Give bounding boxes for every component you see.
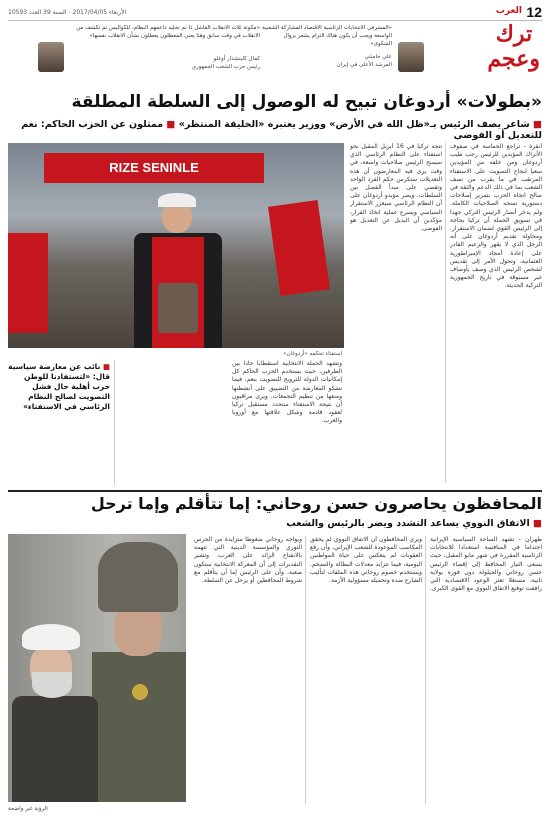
story1-deck-a: شاعر يصف الرئيس بـ«ظل الله في الأرض» ووزير يعتبره «الخليفة المنتظر» bbox=[178, 119, 530, 130]
dateline: الأربعاء 2017/04/05 - السنة 39 العدد 10593 bbox=[8, 9, 127, 16]
quote-author-title: رئيس حزب الشعب الجمهوري bbox=[191, 64, 260, 70]
cleric-figure bbox=[12, 624, 98, 802]
story2-body-col-right: طهران - تشهد الساحة السياسية الإيرانية احتداما في المنافسة استعدادا للانتخابات الرئاسية المقررة في شهر مايو المقبل، حيث يسعى التيار المحافظ إلى إقصاء الرئيس حسن روحاني والحيلولة دون فوزه بولاية ثانية، مستغلا تعثر الوعود الاقتصادية التي رافقت توقيع الاتفاق النووي مع القوى الكبرى. bbox=[430, 536, 542, 593]
story1-body-col-mid: تتجه تركيا في 16 أبريل المقبل نحو استفتاء على النظام الرئاسي الذي سيمنح الرئيس صلاحيات واسعة، في وقت يرى فيه المعارضون أن هذه التعديلات ستكرس حكم الفرد الواحد وتقضي على مبدأ الفصل بين السلطات. ويصر مؤيدو أردوغان على أن النظام الرئاسي سيعزز الاستقرار السياسي ويسرع عملية اتخاذ القرار، مؤكدين أن البديل عن التعديل هو الفوضى. bbox=[350, 143, 442, 233]
story2-body-col-mid: ويرى المحافظون أن الاتفاق النووي لم يحقق المكاسب الموعودة للشعب الإيراني، وأن رفع العقوبات لم ينعكس على حياة المواطنين اليومية، فيما تتزايد معدلات البطالة والتضخم. ويستخدم خصوم روحاني هذه الملفات لتأليب الشارع ضده وتحميله مسؤولية الأزمة. bbox=[310, 536, 422, 585]
story-divider bbox=[8, 490, 542, 492]
column-divider bbox=[305, 536, 306, 804]
story1-deck bbox=[8, 119, 542, 141]
page-header bbox=[8, 6, 542, 21]
story2-headline: المحافظون يحاصرون حسن روحاني: إما تتأقلم وإما ترحل bbox=[90, 494, 542, 513]
rally-banner: RIZE SENINLE bbox=[44, 153, 264, 183]
story1-pull-quote: ■ نائب عن معارضة سياسية قال: «لتستفادنا للوطن حرب أهلية حال فشل التصويت لصالح النظام الرئاسي في الاستفتاء» bbox=[8, 362, 110, 411]
newspaper-brand: العرب bbox=[495, 6, 522, 16]
story1-body-col-left: وتشهد الحملة الانتخابية استقطابا حادا بين الطرفين، حيث يستخدم الحزب الحاكم كل إمكانيات الدولة للترويج للتصويت بنعم، فيما تشكو المعارضة من التضييق على أنشطتها ومنعها من تنظيم التجمعات. ويرى مراقبون أن نتيجة الاستفتاء ستحدد مستقبل تركيا لعقود قادمة وشكل علاقتها مع أوروبا والغرب. bbox=[232, 360, 342, 425]
story1-photo bbox=[8, 143, 344, 348]
quote-author-name: علي خامنئي bbox=[364, 54, 392, 60]
bullet-icon: ■ bbox=[533, 518, 542, 529]
soldier-figure bbox=[92, 534, 186, 802]
flag bbox=[8, 233, 48, 333]
bullet-icon: ■ bbox=[533, 119, 542, 130]
column-divider bbox=[425, 536, 426, 804]
quote-author-name: كمال كليتشدار أوغلو bbox=[213, 56, 260, 62]
boy-figure bbox=[128, 193, 228, 348]
story1-body-col-right: أنقرة - تراجع الحماسة في صفوف الأتراك المؤيدين للرئيس رجب طيب أردوغان ومن خلفه من المؤيدين سعيا لنجاح التصويت على الاستفتاء المرتقب في ما يقرب من نصف الشعب بما في ذلك الدعم والثقة في صالح اتجاه الحزب بتمرير إصلاحات دستورية تمنحه الصلاحيات الكاملة. ولم يدخر أنصار الرئيس التركي جهدا في تسويق الحملة أن تركيا بحاجة إلى الرئيس القوي لضمان الاستقرار. ومحاولة تقديم أردوغان على أنه الرجل الذي لا يقهر والزعيم القادر على إعادة أمجاد الإمبراطورية العثمانية، وتحول الأمر إلى تقديس لشخص الرئيس الذي وصف بأوصاف غير مسبوقة في تاريخ الجمهورية التركية الحديثة. bbox=[450, 143, 542, 290]
flag bbox=[268, 200, 330, 296]
avatar bbox=[398, 42, 424, 72]
top-quote-right: «المشرفي الانتخابات الرئاسية الاقتصاد المشاركة الشعبية الواسعة ويجب أن يكون هناك التزام يشعر بزوال الشكوى» bbox=[262, 25, 392, 47]
bullet-icon: ■ bbox=[166, 119, 176, 130]
column-divider bbox=[445, 143, 446, 483]
story2-deck: ■ الاتفاق النووي يساعد التشدد ويضر بالرئيس والشعب bbox=[286, 518, 542, 529]
story1-deck-b: ممثلون عن الحزب الحاكم: نعم للتعديل أو الفوضى bbox=[21, 119, 542, 141]
section-logo: ترك وعجم bbox=[487, 21, 540, 72]
story1-photo-caption: استفتاء تحكمه «أردوغان» bbox=[283, 351, 342, 357]
story2-photo bbox=[8, 534, 186, 802]
quote-author-title: المرشد الأعلى في إيران bbox=[336, 62, 392, 68]
story2-photo-caption: الرؤية غير واضحة bbox=[8, 806, 48, 812]
column-divider bbox=[114, 360, 115, 485]
top-quote-left: «مكونة ثلاث الانقلاب الفاشل ذا تم تخليه داعمهم النظام، للكواليس تم تكشف من الانقلاب في وقت سابق وهنا يعني المعطلون يعطلون بشأن الانقلاب نفسها» bbox=[76, 25, 260, 39]
story2-body-col-left: ويواجه روحاني ضغوطا متزايدة من الحرس الثوري والمؤسسة الدينية التي تتهمه بالانفتاح الزائد على الغرب، وتشير التقديرات إلى أن المعركة الانتخابية ستكون صعبة، وأن على الرئيس إما أن يتأقلم مع شروط المحافظين أو يرحل عن السلطة. bbox=[194, 536, 302, 585]
story1-headline: «بطولات» أردوغان تبيح له الوصول إلى السلطة المطلقة bbox=[71, 92, 542, 112]
page-number: 12 bbox=[526, 4, 542, 20]
avatar bbox=[38, 42, 64, 72]
bullet-icon: ■ bbox=[102, 362, 110, 371]
